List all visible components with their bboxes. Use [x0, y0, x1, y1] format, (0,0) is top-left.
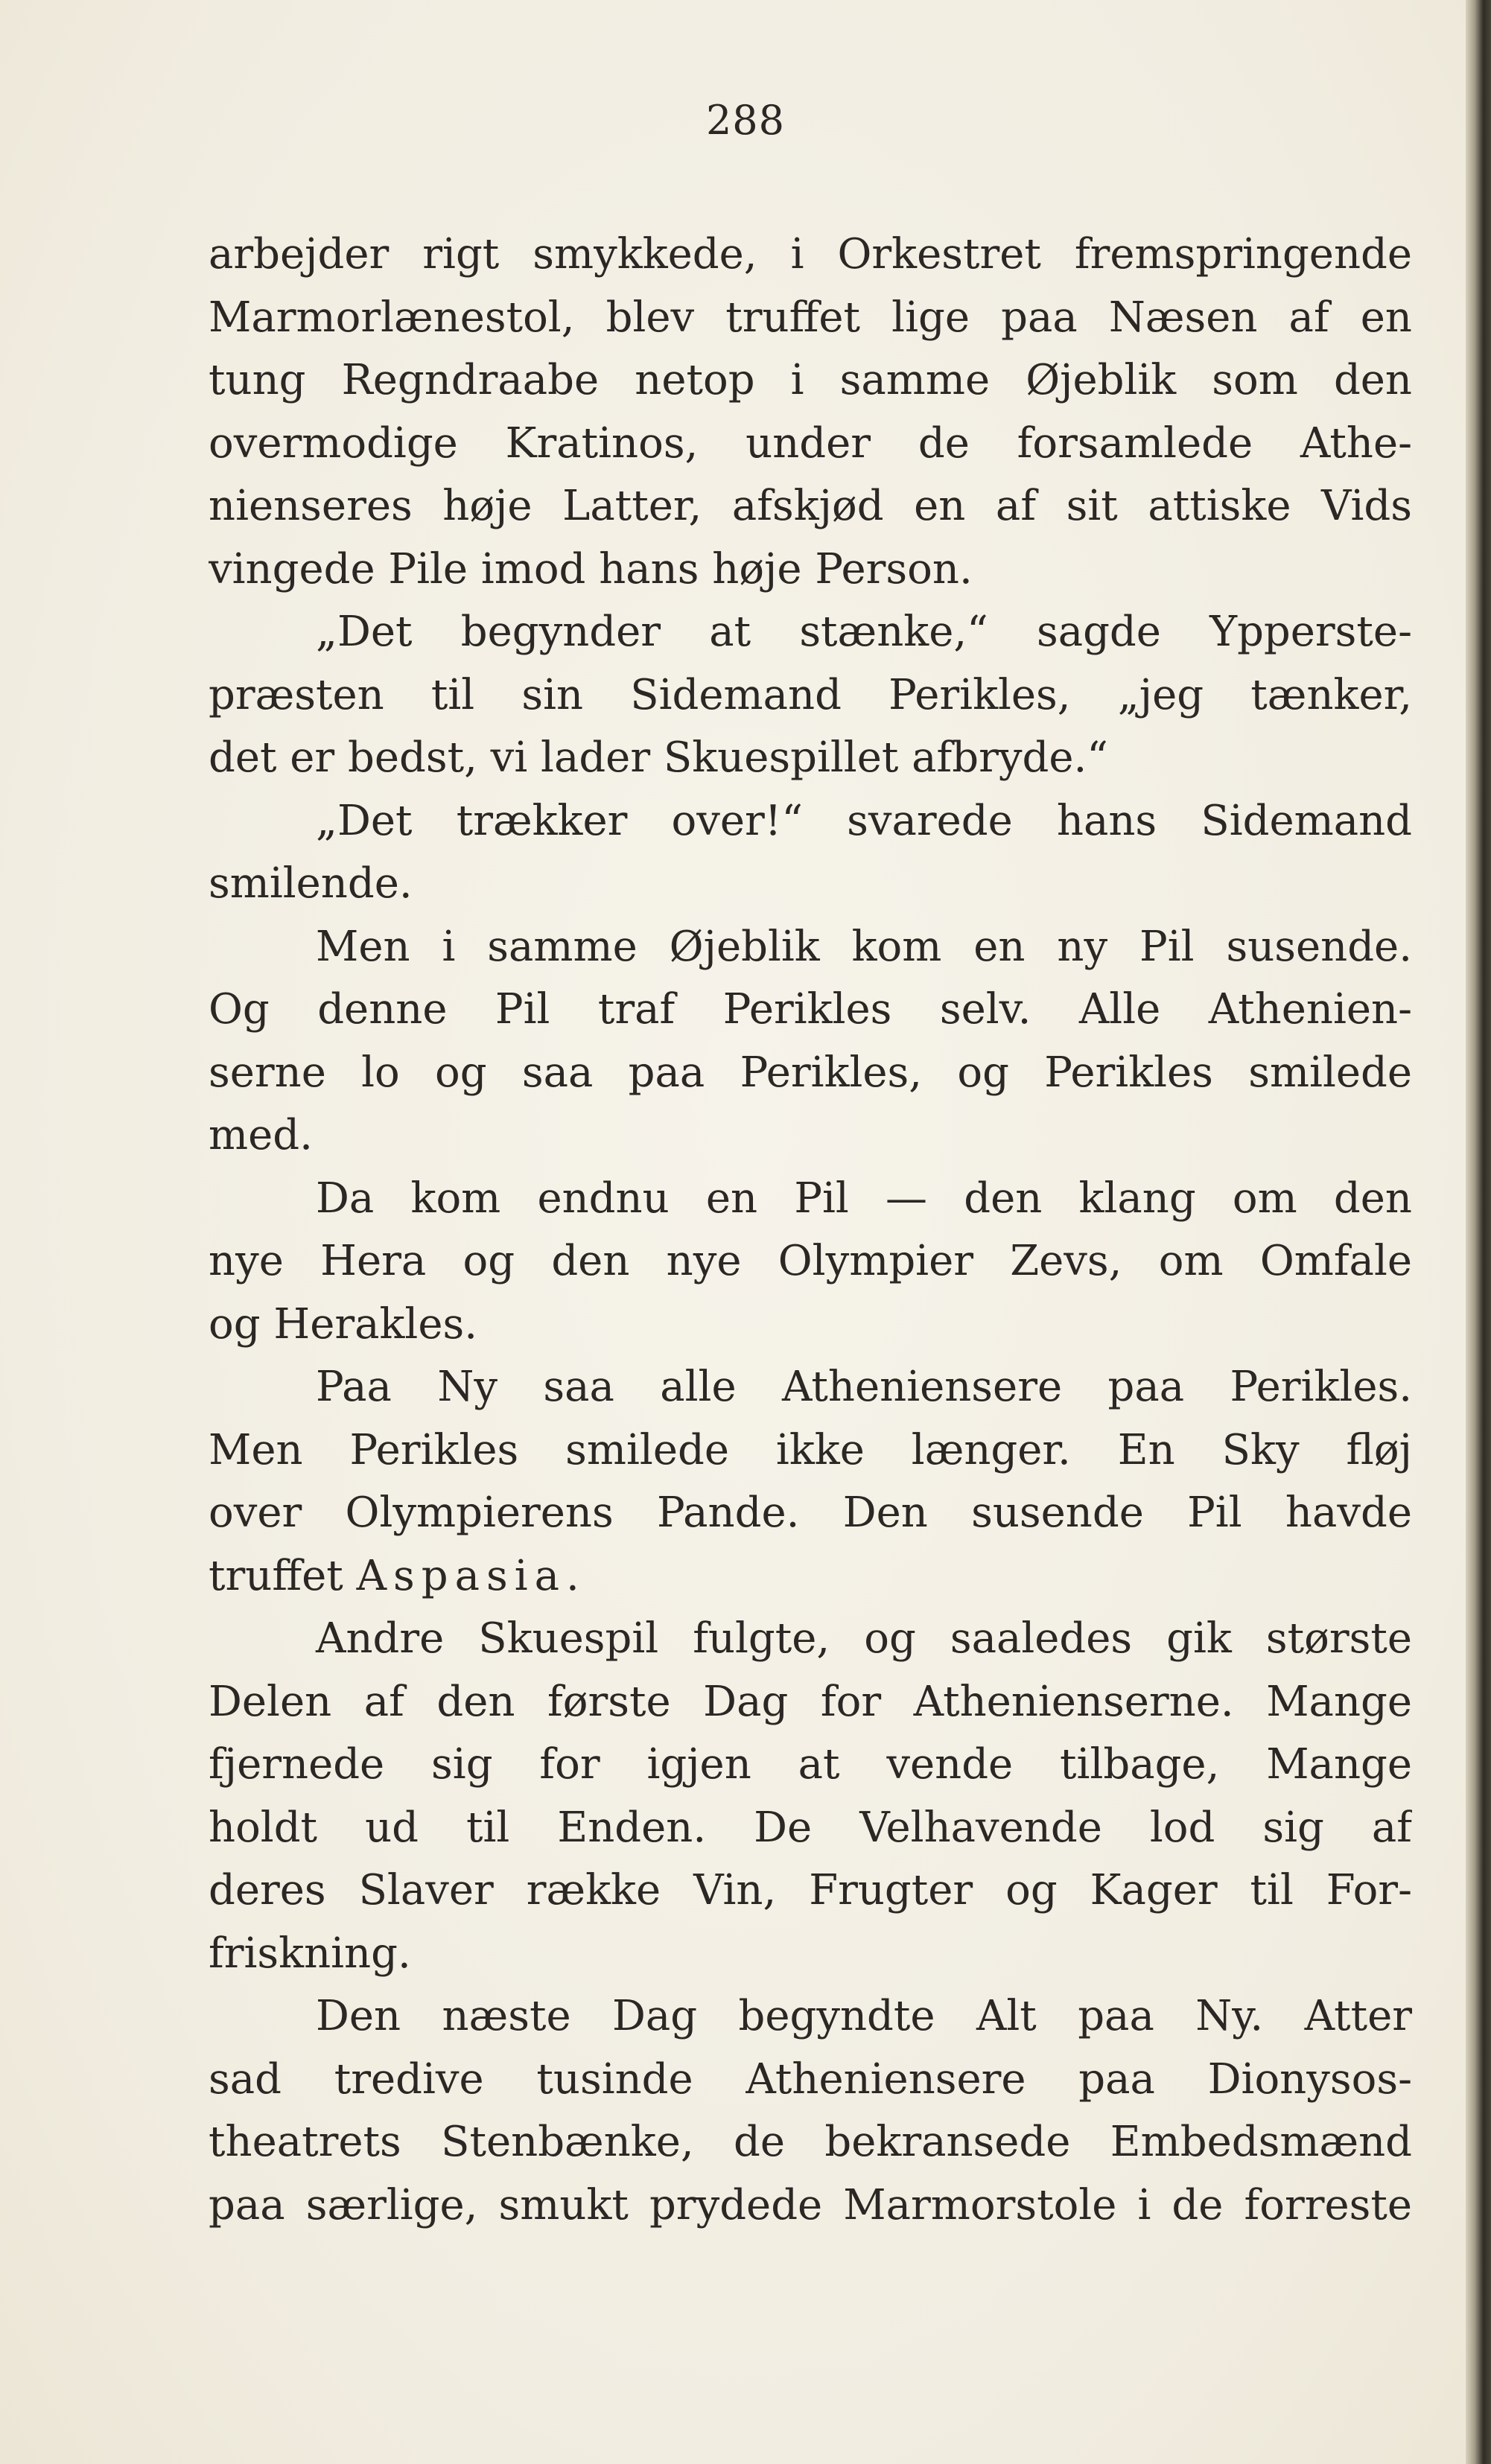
text-line: [209, 413, 1412, 476]
text-line: [209, 1608, 1412, 1671]
text-line: [209, 978, 1412, 1042]
text-line: [209, 349, 1412, 413]
text-line: [209, 1419, 1412, 1483]
text-line: [209, 1230, 1412, 1293]
text-line: [209, 727, 1412, 790]
spaced-emphasis: Aspasia.: [356, 1551, 586, 1600]
page-number: 288: [705, 97, 786, 144]
text-line-content: vingede Pile imod hans høje Person.: [209, 544, 973, 593]
text-line-content: „Det begynder at stænke,“ sagde Ypperste-: [316, 608, 1412, 656]
text-line: [209, 853, 1412, 916]
text-line: [209, 223, 1412, 287]
text-line-content: nienseres høje Latter, afskjød en af sit attiske Vids: [209, 482, 1412, 530]
body-text: [209, 223, 1412, 2237]
text-line-content: Da kom endnu en Pil — den klang om den: [316, 1174, 1412, 1223]
text-line: [209, 1356, 1412, 1419]
text-line-content: Andre Skuespil fulgte, og saaledes gik største: [316, 1614, 1412, 1663]
text-line-content: med.: [209, 1111, 313, 1159]
text-line-content: Den næste Dag begyndte Alt paa Ny. Atter: [316, 1992, 1412, 2040]
text-line-content: og Herakles.: [209, 1299, 478, 1349]
page-edge-shadow: [1466, 0, 1491, 2464]
text-line-content: theatrets Stenbænke, de bekransede Embedsmænd: [209, 2118, 1412, 2166]
text-line-content: serne lo og saa paa Perikles, og Perikles smilede: [209, 1048, 1412, 1097]
text-line-content: „Det trækker over!“ svarede hans Sidemand: [316, 796, 1412, 845]
text-line: [209, 1734, 1412, 1797]
text-line: [209, 1797, 1412, 1860]
text-line: [209, 1293, 1412, 1357]
text-line-content: fjernede sig for igjen at vende tilbage, Mange: [209, 1740, 1412, 1789]
text-line: [209, 1545, 1412, 1608]
text-line: [209, 916, 1412, 979]
text-line-content: overmodige Kratinos, under de forsamlede Athe-: [209, 418, 1412, 468]
text-line: [209, 1985, 1412, 2048]
text-line: [209, 2111, 1412, 2174]
text-line: [209, 1923, 1412, 1986]
text-line-content: Marmorlænestol, blev truffet lige paa Næsen af en: [209, 293, 1412, 342]
text-line-content: smilende.: [209, 859, 413, 908]
text-line: [209, 1042, 1412, 1105]
text-line: [209, 1168, 1412, 1231]
text-line: [209, 287, 1412, 350]
text-line: [209, 790, 1412, 853]
text-line: [209, 475, 1412, 538]
text-line: [209, 1671, 1412, 1734]
text-line-content: Men i samme Øjeblik kom en ny Pil susende.: [316, 922, 1412, 971]
text-line-content: friskning.: [209, 1929, 411, 1978]
text-line-content: det er bedst, vi lader Skuespillet afbryde.“: [209, 733, 1108, 782]
text-line-content: truffet: [209, 1551, 343, 1600]
text-line-content: holdt ud til Enden. De Velhavende lod sig af: [209, 1803, 1412, 1852]
text-line-content: paa særlige, smukt prydede Marmorstole i de forreste: [209, 2180, 1412, 2229]
text-line-content: arbejder rigt smykkede, i Orkestret fremspringende: [209, 230, 1412, 278]
text-line-content: Delen af den første Dag for Athenienserne. Mange: [209, 1677, 1412, 1726]
text-line-content: over Olympierens Pande. Den susende Pil havde: [209, 1489, 1412, 1537]
text-line: [209, 1104, 1412, 1168]
text-line: [209, 2048, 1412, 2112]
text-line: [209, 2174, 1412, 2238]
text-line: [209, 601, 1412, 664]
text-line-content: deres Slaver række Vin, Frugter og Kager til For-: [209, 1866, 1412, 1914]
text-line-content: Men Perikles smilede ikke længer. En Sky fløj: [209, 1425, 1412, 1474]
text-line: [209, 1482, 1412, 1545]
text-line: [209, 538, 1412, 602]
text-line-content: præsten til sin Sidemand Perikles, „jeg tænker,: [209, 670, 1412, 719]
text-line: [209, 1859, 1412, 1923]
text-line-content: Og denne Pil traf Perikles selv. Alle Athenien-: [209, 985, 1412, 1034]
text-line-content: sad tredive tusinde Atheniensere paa Dionysos-: [209, 2054, 1412, 2104]
text-line-content: nye Hera og den nye Olympier Zevs, om Omfale: [209, 1237, 1412, 1285]
text-line: [209, 664, 1412, 728]
text-line-content: tung Regndraabe netop i samme Øjeblik som den: [209, 356, 1412, 404]
text-line-content: Paa Ny saa alle Atheniensere paa Perikles.: [316, 1363, 1412, 1411]
